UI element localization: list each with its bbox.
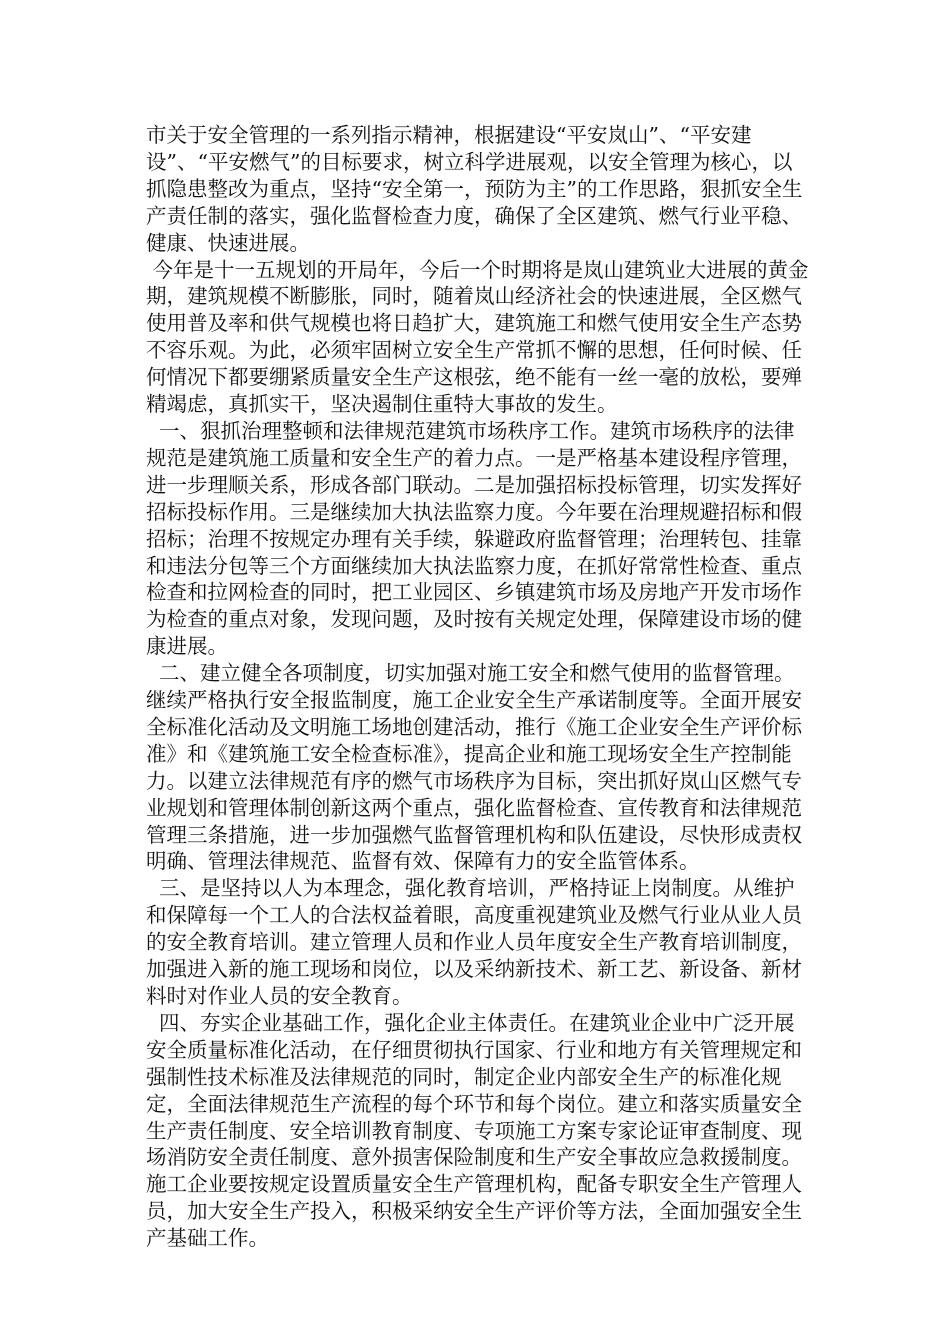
paragraph-section-4: 四、夯实企业基础工作，强化企业主体责任。在建筑业企业中广泛开展安全质量标准化活动，在仔细贯彻执行国家、行业和地方有关管理规定和强制性技术标准及法律规范的同时，制定企业内部安全生产的标准化规定，全面法律规范生产流程的每个环节和每个岗位。建立和落实质量安全生产责任制度、安全培训教育制度、专项施工方案专家论证审查制度、现场消防安全责任制度、意外损害保险制度和生产安全事故应急救援制度。施工企业要按规定设置质量安全生产管理机构，配备专职安全生产管理人员，加大安全生产投入，积极采纳安全生产评价等方法，全面加强安全生产基础工作。 [146,1010,802,1251]
paragraph-opening: 市关于安全管理的一系列指示精神，根据建设“平安岚山”、“平安建设”、“平安燃气”的目标要求，树立科学进展观，以安全管理为核心，以抓隐患整改为重点，坚持“安全第一，预防为主”的工作思路，狠抓安全生产责任制的落实，强化监督检查力度，确保了全区建筑、燃气行业平稳、健康、快速进展。 [146,123,803,255]
paragraph-section-1: 一、狠抓治理整顿和法律规范建筑市场秩序工作。建筑市场秩序的法律规范是建筑施工质量和安全生产的着力点。一是严格基本建设程序管理，进一步理顺关系，形成各部门联动。二是加强招标投标管理，切实发挥好招标投标作用。三是继续加大执法监察力度。今年要在治理规避招标和假招标；治理不按规定办理有关手续，躲避政府监督管理；治理转包、挂靠和违法分包等三个方面继续加大执法监察力度，在抓好常常性检查、重点检查和拉网检查的同时，把工业园区、乡镇建筑市场及房地产开发市场作为检查的重点对象，发现问题，及时按有关规定处理，保障建设市场的健康进展。 [146,418,802,659]
paragraph-section-3: 三、是坚持以人为本理念，强化教育培训，严格持证上岗制度。从维护和保障每一个工人的合法权益着眼，高度重视建筑业及燃气行业从业人员的安全教育培训。建立管理人员和作业人员年度安全生产教育培训制度，加强进入新的施工现场和岗位，以及采纳新技术、新工艺、新设备、新材料时对作业人员的安全教育。 [146,876,802,1008]
document-body [146,122,810,1252]
paragraph-background: 今年是十一五规划的开局年，今后一个时期将是岚山建筑业大进展的黄金期，建筑规模不断膨胀，同时，随着岚山经济社会的快速进展，全区燃气使用普及率和供气规模也将日趋扩大，建筑施工和燃气使用安全生产态势不容乐观。为此，必须牢固树立安全生产常抓不懈的思想，任何时候、任何情况下都要绷紧质量安全生产这根弦，绝不能有一丝一毫的放松，要殚精竭虑，真抓实干，坚决遏制住重特大事故的发生。 [146,257,809,417]
paragraph-section-2: 二、建立健全各项制度，切实加强对施工安全和燃气使用的监督管理。继续严格执行安全报监制度，施工企业安全生产承诺制度等。全面开展安全标准化活动及文明施工场地创建活动，推行《施工企业安全生产评价标准》和《建筑施工安全检查标准》，提高企业和施工现场安全生产控制能力。以建立法律规范有序的燃气市场秩序为目标，突出抓好岚山区燃气专业规划和管理体制创新这两个重点，强化监督检查、宣传教育和法律规范管理三条措施，进一步加强燃气监督管理机构和队伍建设，尽快形成责权明确、管理法律规范、监督有效、保障有力的安全监管体系。 [146,661,802,874]
